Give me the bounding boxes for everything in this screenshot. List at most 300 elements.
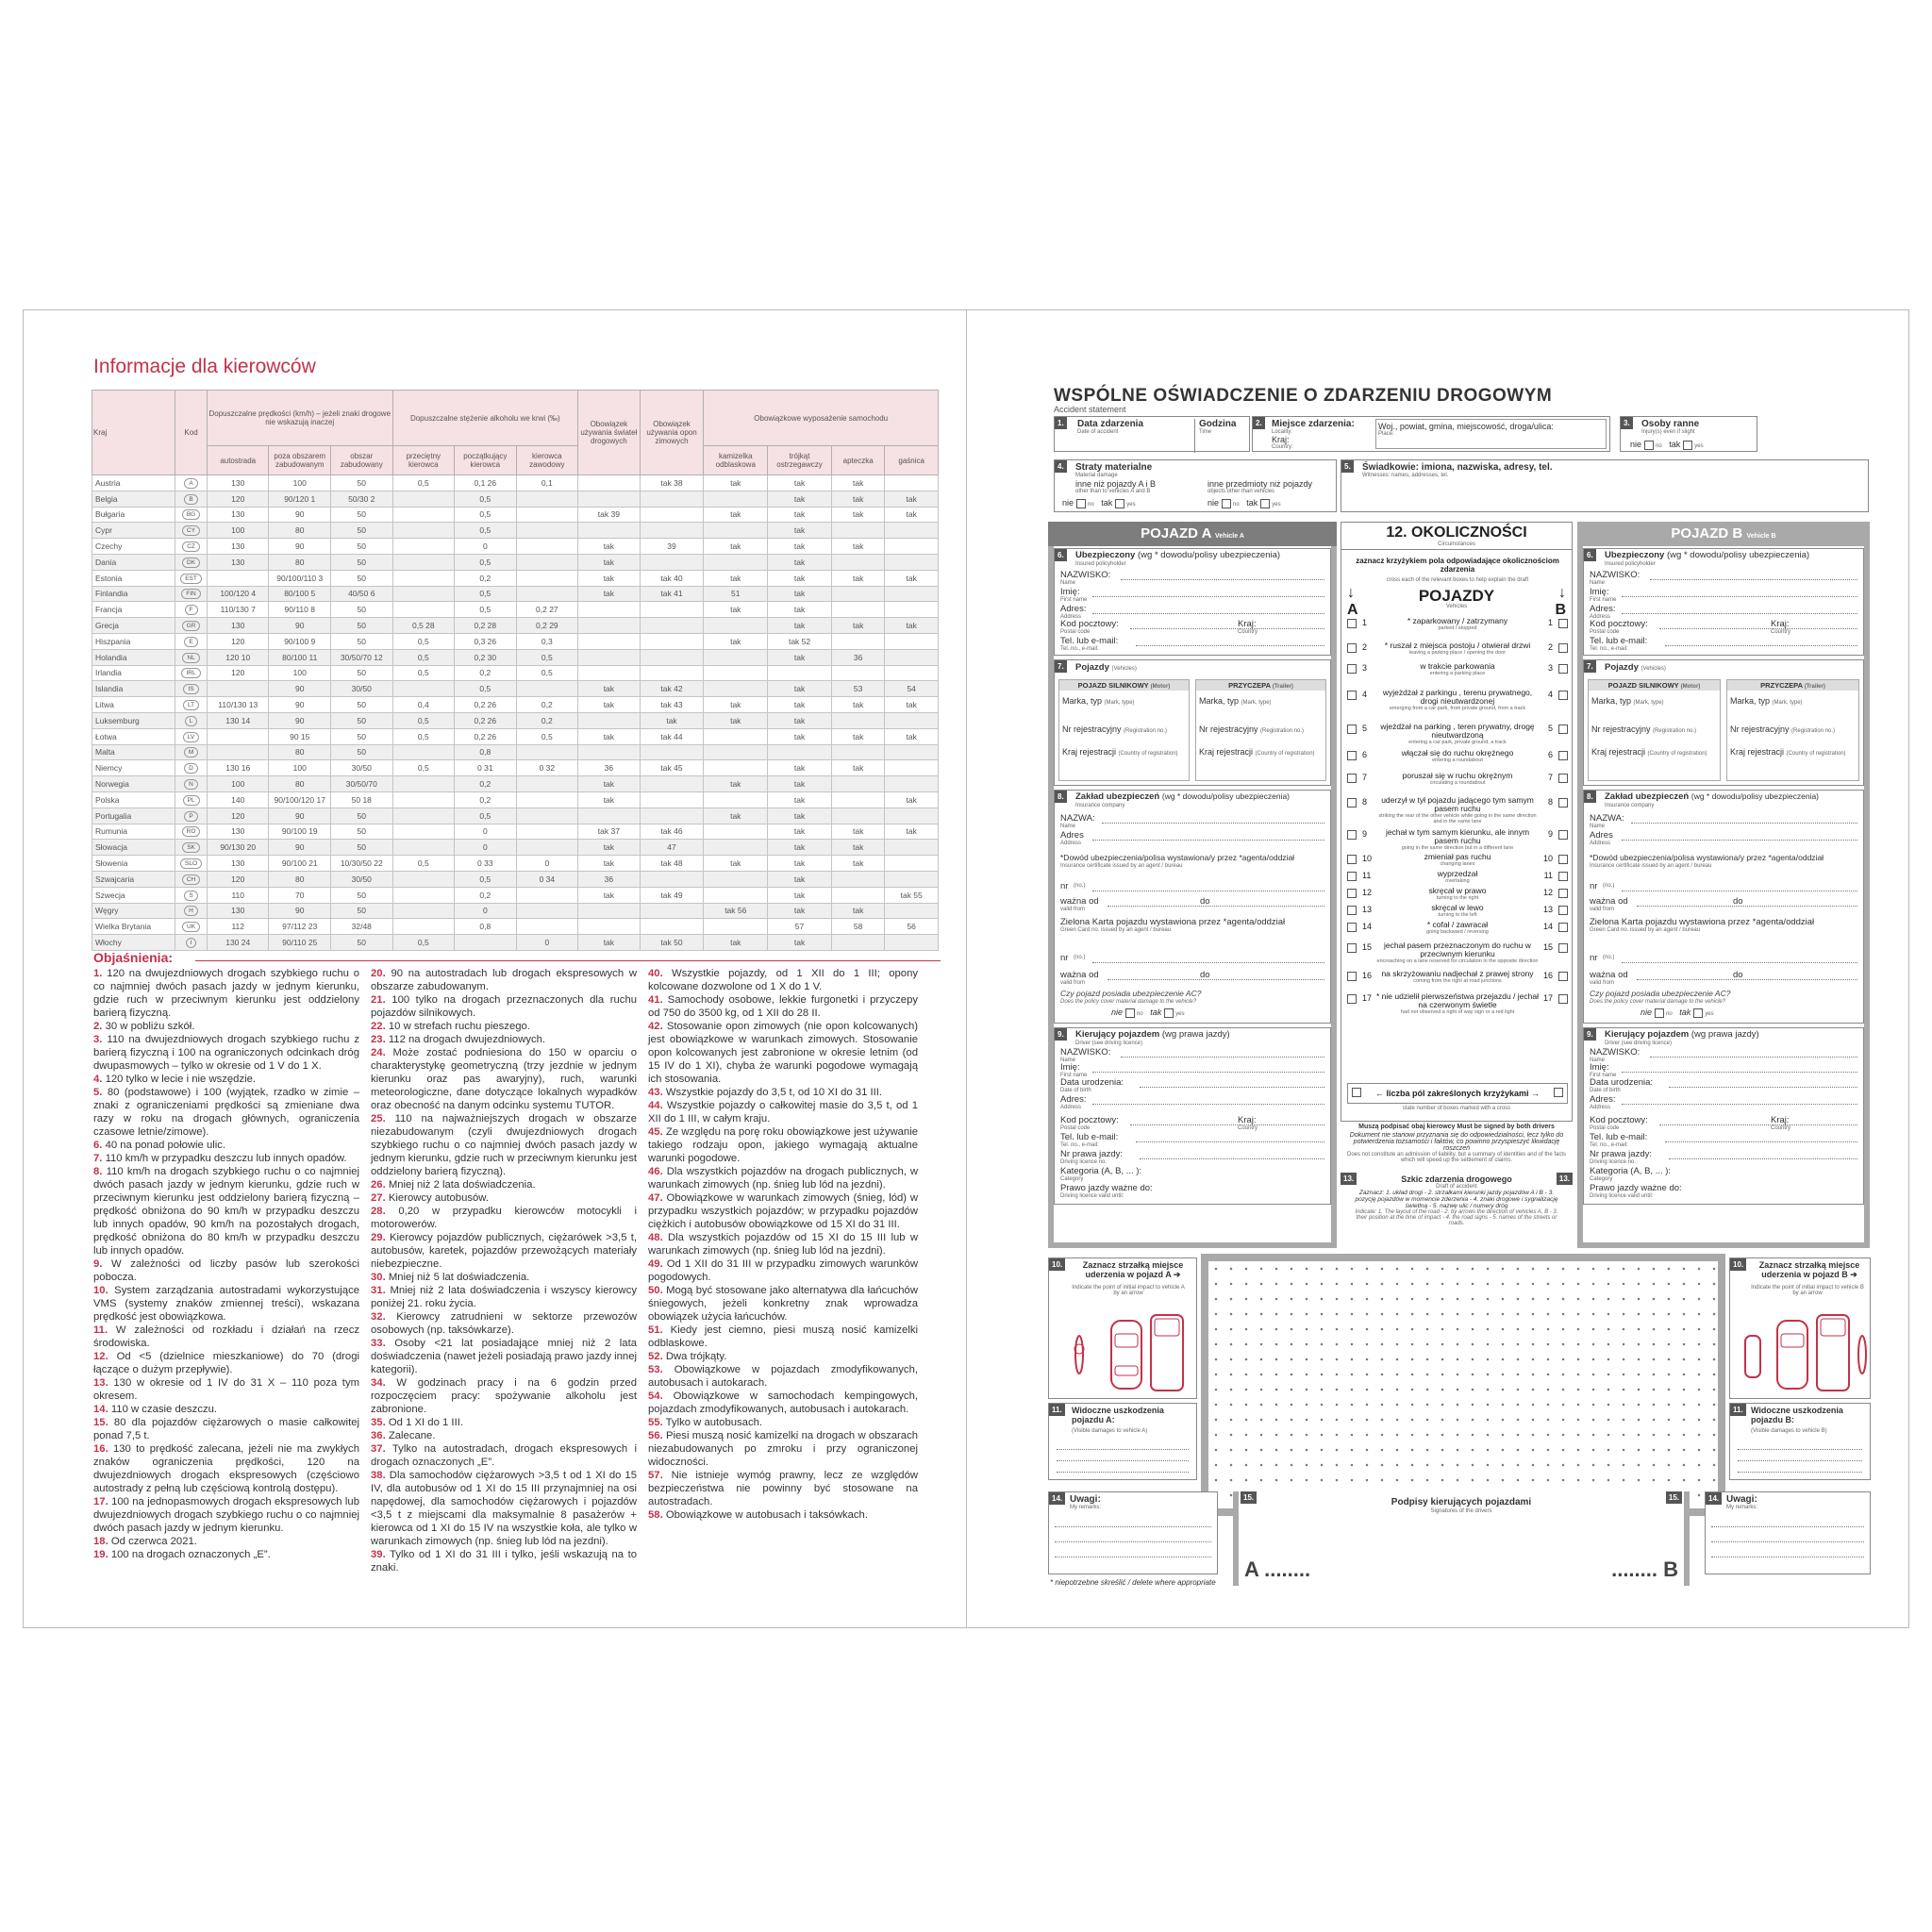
note-number: 31. <box>371 1285 386 1296</box>
circumstance-number-a: 3 <box>1362 663 1368 673</box>
note-text: Dla wszystkich pojazdów na drogach publicznych, w warunkach zimowych (np. śnieg lub lód na jezdni). <box>648 1166 919 1191</box>
value-cell: 50 <box>331 935 393 951</box>
country-cell: Słowenia <box>92 856 175 872</box>
remarks-b[interactable] <box>1705 1491 1871 1574</box>
note-text: Dla wszystkich pojazdów od 15 XI do 15 III lub w warunkach zimowych (np. śnieg lub lód na jezdni). <box>648 1232 918 1257</box>
circumstance-b-checkbox[interactable] <box>1558 923 1568 932</box>
driver-b[interactable] <box>1583 1027 1864 1205</box>
value-cell <box>455 935 517 951</box>
country-cell: Dania <box>92 554 175 570</box>
field-line-label-en: Name <box>1060 824 1076 829</box>
value-cell: tak <box>768 570 832 586</box>
circumstance-b-checkbox[interactable] <box>1558 872 1568 881</box>
reg-country-label: Kraj rejestracji <box>1591 747 1646 757</box>
circumstance-text: * nie udzielił pierwszeństwa przejazdu / jechał na czerwonym świetle <box>1376 991 1539 1009</box>
field-line-label-en: Category <box>1060 1176 1084 1182</box>
circumstance-a-checkbox[interactable] <box>1347 923 1357 932</box>
circumstance-b-checkbox[interactable] <box>1558 643 1568 653</box>
note-text: Tylko od 1 XI do 31 III i tylko, jeśli wskazują na to znaki. <box>371 1549 637 1574</box>
signature-b[interactable]: ........ B <box>1611 1557 1678 1581</box>
circumstance-text-en: circulating a roundabout <box>1429 780 1486 786</box>
value-cell <box>640 554 704 570</box>
value-cell: 0,5 <box>455 586 517 602</box>
field-line-label-en: Tel. no., e-mail: <box>1590 646 1628 652</box>
circumstance-number-b: 17 <box>1542 993 1553 1003</box>
value-cell <box>640 633 704 649</box>
value-cell <box>392 791 455 808</box>
value-cell: 120 <box>207 808 269 824</box>
value-cell: 90/100/110 3 <box>269 570 331 586</box>
value-cell: 110/130 7 <box>207 602 269 618</box>
insurance-company-a[interactable] <box>1054 790 1331 1024</box>
value-cell <box>704 744 768 760</box>
note-number: 49. <box>648 1258 663 1270</box>
circumstance-b-checkbox[interactable] <box>1558 691 1568 700</box>
value-cell <box>831 935 884 951</box>
vehicles-a[interactable] <box>1054 659 1331 786</box>
value-cell: 0,5 <box>392 760 455 776</box>
country-cell: Francja <box>92 602 175 618</box>
field-line-label-en: valid from <box>1060 907 1086 912</box>
circumstance-number-a: 9 <box>1362 829 1368 839</box>
circumstance-a-checkbox[interactable] <box>1347 830 1357 840</box>
value-cell <box>578 523 641 539</box>
table-row <box>92 586 939 602</box>
circumstance-b-checkbox[interactable] <box>1558 798 1568 808</box>
value-cell <box>640 507 704 523</box>
circumstance-b-checkbox[interactable] <box>1558 619 1568 628</box>
circumstance-a-checkbox[interactable] <box>1347 691 1357 700</box>
note-text: Wszystkie pojazdy o całkowitej masie do 3,5 t, od 1 XII do 1 III, w całym kraju. <box>648 1100 918 1124</box>
circumstance-number-a: 1 <box>1362 618 1368 627</box>
header-poza: poza obszarem zabudowanym <box>269 446 331 475</box>
value-cell <box>704 523 768 539</box>
country-code-badge: LV <box>183 732 199 742</box>
insured-policyholder-b[interactable] <box>1583 548 1864 656</box>
value-cell <box>392 744 455 760</box>
table-row <box>92 570 939 586</box>
count-a-box[interactable] <box>1352 1088 1361 1097</box>
country-code-badge: F <box>185 605 198 615</box>
value-cell <box>392 586 455 602</box>
code-cell <box>175 523 208 539</box>
ac-no-checkbox[interactable] <box>1125 1008 1135 1018</box>
circumstance-b-checkbox[interactable] <box>1558 830 1568 840</box>
note-text: Piesi muszą nosić kamizelki na drogach w obszarach niezabudowanych po zmroku i przy ograniczonej widoczności. <box>648 1430 918 1468</box>
note-item <box>93 1020 359 1033</box>
note-item <box>648 993 918 1020</box>
country-code-badge: S <box>184 891 197 901</box>
field-line-label-en: Postal code <box>1060 629 1091 635</box>
note-item <box>371 1310 637 1337</box>
value-cell <box>640 491 704 507</box>
value-cell <box>640 871 704 887</box>
value-cell: tak 45 <box>640 760 704 776</box>
circumstance-a-checkbox[interactable] <box>1347 889 1357 898</box>
note-number: 27. <box>371 1192 386 1204</box>
note-number: 46. <box>648 1166 663 1177</box>
note-number: 40. <box>648 968 663 979</box>
value-cell: 140 <box>207 791 269 808</box>
value-cell <box>516 570 578 586</box>
value-cell <box>578 712 641 728</box>
count-label: liczba pól zakreślonych krzyżykami <box>1386 1089 1529 1098</box>
note-number: 15. <box>93 1417 108 1428</box>
value-cell: 30/50/70 12 <box>331 649 393 665</box>
note-number: 55. <box>648 1417 663 1428</box>
reg-label-en: (Registration no.) <box>1260 728 1305 734</box>
form-subtitle: Accident statement <box>1054 405 1126 414</box>
value-cell: tak <box>704 776 768 792</box>
note-text: Od 1 XII do 31 III w przypadku zimowych warunków pogodowych. <box>648 1258 918 1283</box>
country-cell: Słowacja <box>92 840 175 856</box>
value-cell <box>831 586 884 602</box>
circumstance-b-checkbox[interactable] <box>1558 943 1568 953</box>
circumstance-a-checkbox[interactable] <box>1347 798 1357 808</box>
damage-b-yes-checkbox[interactable] <box>1260 499 1270 508</box>
table-row <box>92 791 939 808</box>
visible-damage-b[interactable] <box>1729 1403 1871 1480</box>
field-line-label: Adres <box>1060 830 1084 841</box>
value-cell <box>704 554 768 570</box>
code-cell <box>175 570 208 586</box>
value-cell: 51 <box>704 586 768 602</box>
value-cell: 58 <box>831 919 884 935</box>
value-cell <box>392 808 455 824</box>
note-text: 120 na dwujezdniowych drogach szybkiego ruchu o co najmniej dwóch pasach jazdy w jednym kierunku, gdzie ruch w przeciwnym kierunku jest oddzielony barierą fizyczną. <box>93 968 360 1019</box>
field-number: 5. <box>1341 460 1354 473</box>
country-code-badge: SK <box>182 842 200 853</box>
country-cell: Czechy <box>92 539 175 555</box>
circumstance-a-checkbox[interactable] <box>1347 906 1357 915</box>
circumstance-a-checkbox[interactable] <box>1347 643 1357 653</box>
until-label: do <box>1200 970 1210 980</box>
value-cell: 0,5 <box>455 871 517 887</box>
note-item <box>648 1231 918 1257</box>
field-number: 10. <box>1730 1258 1746 1271</box>
visible-damage-a[interactable] <box>1048 1403 1197 1480</box>
circumstance-row <box>1341 662 1574 685</box>
note-item <box>371 1442 637 1469</box>
value-cell: 36 <box>578 760 641 776</box>
circumstance-a-checkbox[interactable] <box>1347 751 1357 760</box>
value-cell <box>207 681 269 697</box>
value-cell: 130 <box>207 475 269 491</box>
field-line-label-en: Address <box>1060 1105 1082 1110</box>
injuries-yes-checkbox[interactable] <box>1683 441 1692 450</box>
motor-label: POJAZD SILNIKOWY <box>1077 681 1149 690</box>
header-poczatkujacy: początkujący kierowca <box>455 446 517 475</box>
value-cell: 0,5 <box>455 507 517 523</box>
value-cell <box>392 523 455 539</box>
code-cell <box>175 824 208 840</box>
value-cell <box>640 808 704 824</box>
insurance-company-b[interactable] <box>1583 790 1864 1024</box>
value-cell: 90/120 1 <box>269 491 331 507</box>
signatures-box[interactable] <box>1233 1491 1690 1586</box>
value-cell: 90 <box>269 618 331 634</box>
circumstances-instruction-en: cross each of the relevant boxes to help explain the draft <box>1386 577 1529 583</box>
circumstance-text-en: entering a roundabout <box>1432 758 1483 763</box>
note-number: 22. <box>371 1021 386 1032</box>
note-text: Zalecane. <box>388 1430 436 1441</box>
value-cell <box>704 840 768 856</box>
country-cell: Bułgaria <box>92 507 175 523</box>
damage-option-1: inne niż pojazdy A i B <box>1075 479 1157 489</box>
circumstance-text: * ruszał z miejsca postoju / otwierał drzwi <box>1384 641 1531 650</box>
value-cell: 32/48 <box>331 919 393 935</box>
circumstance-a-checkbox[interactable] <box>1347 774 1357 783</box>
field-line-label-en: Postal code <box>1590 1125 1620 1131</box>
field-line-label-en: Driving licence valid until: <box>1590 1193 1654 1199</box>
country-cell: Szwecja <box>92 887 175 903</box>
field-label-en: Locality: <box>1272 429 1293 435</box>
field-line-label-en: Date of birth <box>1060 1088 1091 1093</box>
reg-label-en: (Registration no.) <box>1124 728 1168 734</box>
count-label-en: state number of boxes marked with a cross <box>1402 1106 1511 1111</box>
table-row <box>92 523 939 539</box>
country-cell: Cypr <box>92 523 175 539</box>
circumstance-number-b: 16 <box>1542 971 1553 980</box>
circumstance-a-checkbox[interactable] <box>1347 664 1357 674</box>
insured-policyholder-a[interactable] <box>1054 548 1331 656</box>
note-number: 32. <box>371 1311 386 1323</box>
field-label: Kierujący pojazdem <box>1605 1029 1690 1040</box>
note-item <box>648 1469 918 1508</box>
sketch-title-en: Draft of accident <box>1436 1184 1477 1190</box>
ac-yes-checkbox[interactable] <box>1164 1008 1174 1018</box>
field-location[interactable] <box>1252 416 1610 452</box>
value-cell: 0,5 <box>455 681 517 697</box>
value-cell: tak <box>578 681 641 697</box>
remarks-a[interactable] <box>1048 1491 1218 1574</box>
circumstance-a-checkbox[interactable] <box>1347 972 1357 981</box>
value-cell: tak <box>768 887 832 903</box>
note-number: 24. <box>371 1047 386 1058</box>
value-cell: 0,2 27 <box>516 602 578 618</box>
code-cell <box>175 554 208 570</box>
signature-a[interactable]: A ........ <box>1244 1557 1311 1581</box>
damage-a-no-checkbox[interactable] <box>1076 499 1086 508</box>
field-number: 15. <box>1241 1491 1257 1504</box>
ac-question: Czy pojazd posiada ubezpieczenie AC? <box>1060 989 1202 998</box>
value-cell: 50 <box>331 507 393 523</box>
country-code-badge: A <box>184 478 197 489</box>
field-material-damage[interactable] <box>1054 459 1337 512</box>
field-line-label-en: Address <box>1060 841 1082 846</box>
circumstance-b-checkbox[interactable] <box>1558 855 1568 864</box>
page-title: Informacje dla kierowców <box>93 356 316 377</box>
value-cell: tak <box>578 840 641 856</box>
injuries-no-checkbox[interactable] <box>1644 441 1654 450</box>
country-code-badge: PL <box>183 795 200 806</box>
field-line-label: NAZWISKO: <box>1060 1047 1111 1058</box>
circumstance-number-b: 11 <box>1543 871 1553 880</box>
country-label: Kraj: <box>1238 1115 1257 1125</box>
circumstance-a-checkbox[interactable] <box>1347 994 1357 1004</box>
circumstance-a-checkbox[interactable] <box>1347 943 1357 953</box>
value-cell <box>516 491 578 507</box>
field-number: 13. <box>1341 1173 1357 1185</box>
circumstance-text: wyjeżdżał z parkingu , terenu prywatnego, drogi nieutwardzonej <box>1382 688 1533 706</box>
reg-label-en: (Registration no.) <box>1791 728 1836 734</box>
circumstance-b-checkbox[interactable] <box>1558 774 1568 783</box>
value-cell <box>640 791 704 808</box>
trailer-label: PRZYCZEPA <box>1760 681 1803 690</box>
field-line-label: Imię: <box>1590 1062 1609 1073</box>
circumstance-b-checkbox[interactable] <box>1558 889 1568 898</box>
note-number: 21. <box>371 994 386 1006</box>
field-label: Pojazdy <box>1605 662 1639 673</box>
value-cell <box>516 840 578 856</box>
note-number: 56. <box>648 1430 663 1441</box>
circumstance-b-checkbox[interactable] <box>1558 972 1568 981</box>
circumstance-number-b: 3 <box>1547 663 1553 673</box>
impact-point-b[interactable] <box>1729 1257 1871 1399</box>
value-cell <box>392 491 455 507</box>
field-number: 2. <box>1253 417 1265 429</box>
value-cell: 90/130 20 <box>207 840 269 856</box>
table-row <box>92 728 939 744</box>
field-line-label: Adres: <box>1590 1094 1616 1105</box>
value-cell: 90/110 8 <box>269 602 331 618</box>
note-item <box>648 1165 918 1191</box>
header-kamizelka: kamizelka odblaskowa <box>704 446 768 475</box>
circumstance-b-checkbox[interactable] <box>1558 664 1568 674</box>
field-label: Osoby ranne <box>1641 419 1700 429</box>
value-cell: 50 <box>331 887 393 903</box>
value-cell: 0,2 <box>455 570 517 586</box>
damage-b-no-checkbox[interactable] <box>1222 499 1231 508</box>
value-cell <box>885 840 939 856</box>
field-number: 8. <box>1584 791 1596 803</box>
value-cell: tak <box>768 554 832 570</box>
value-cell: 0,2 <box>516 712 578 728</box>
value-cell <box>516 919 578 935</box>
trailer-label-en: (Trailer) <box>1804 684 1825 690</box>
circumstance-b-checkbox[interactable] <box>1558 994 1568 1004</box>
field-number: 12. <box>1386 525 1407 541</box>
field-number-b: 13. <box>1557 1173 1573 1185</box>
field-witnesses[interactable] <box>1341 459 1869 512</box>
value-cell: tak 44 <box>640 728 704 744</box>
note-number: 44. <box>648 1100 663 1111</box>
circumstance-b-checkbox[interactable] <box>1558 906 1568 915</box>
value-cell: 0,5 <box>392 856 455 872</box>
note-text: Mniej niż 2 lata doświadczenia i wszyscy kierowcy poniżej 21. roku życia. <box>371 1285 637 1309</box>
country-cell: Niemcy <box>92 760 175 776</box>
note-number: 3. <box>93 1034 103 1045</box>
note-number: 29. <box>371 1232 386 1243</box>
note-item <box>371 1376 637 1416</box>
country-cell: Łotwa <box>92 728 175 744</box>
value-cell <box>516 887 578 903</box>
circumstance-text-en: had not observed a right of way sign or a red light <box>1400 1009 1515 1015</box>
table-row <box>92 903 939 919</box>
value-cell: tak 52 <box>768 633 832 649</box>
country-label: Kraj: <box>1272 435 1290 444</box>
circumstance-number-b: 6 <box>1547 750 1553 759</box>
field-line-label: Adres <box>1590 830 1613 841</box>
value-cell: 0,5 <box>392 649 455 665</box>
table-row <box>92 935 939 951</box>
value-cell: tak <box>768 728 832 744</box>
note-item <box>93 967 359 1020</box>
value-cell: tak <box>704 570 768 586</box>
sign-note: Muszą podpisać obaj kierowcy <box>1358 1124 1456 1130</box>
circumstance-b-checkbox[interactable] <box>1558 751 1568 760</box>
notes-column-3 <box>648 967 918 1522</box>
circumstance-a-checkbox[interactable] <box>1347 855 1357 864</box>
value-cell: 130 16 <box>207 760 269 776</box>
value-cell <box>640 776 704 792</box>
table-row <box>92 507 939 523</box>
value-cell: 0,5 <box>392 712 455 728</box>
damage-a-yes-checkbox[interactable] <box>1115 499 1124 508</box>
header-equipment: Obowiązkowe wyposażenie samochodu <box>704 391 939 446</box>
value-cell <box>392 824 455 840</box>
value-cell: tak <box>578 697 641 713</box>
note-number: 53. <box>648 1364 663 1375</box>
ac-yes-checkbox[interactable] <box>1693 1008 1703 1018</box>
no-label: nie <box>1062 498 1074 508</box>
circumstance-a-checkbox[interactable] <box>1347 872 1357 881</box>
circumstance-number-b: 9 <box>1547 829 1553 839</box>
value-cell <box>885 935 939 951</box>
field-line-label-en: Driving licence no. <box>1590 1159 1637 1165</box>
value-cell <box>392 903 455 919</box>
field-date-of-accident[interactable] <box>1054 416 1250 452</box>
circumstance-a-checkbox[interactable] <box>1347 724 1357 734</box>
value-cell <box>516 744 578 760</box>
reg-country-label-en: (Country of registration) <box>1647 751 1707 757</box>
sketch-area[interactable] <box>1201 1254 1725 1516</box>
field-line-label-en: Address <box>1590 614 1611 620</box>
count-b-box[interactable] <box>1554 1088 1563 1097</box>
field-sketch-header <box>1341 1173 1573 1254</box>
value-cell: 56 <box>885 919 939 935</box>
driver-a[interactable] <box>1054 1027 1331 1205</box>
circumstance-b-checkbox[interactable] <box>1558 724 1568 734</box>
value-cell: tak <box>578 539 641 555</box>
field-line-label-en: Name <box>1590 824 1606 829</box>
circumstance-number-b: 12 <box>1542 888 1553 897</box>
make-label: Marka, typ <box>1199 696 1240 706</box>
circumstance-text-en: overtaking <box>1445 878 1470 884</box>
no-label: nie <box>1630 440 1642 449</box>
impact-point-a[interactable] <box>1048 1257 1197 1399</box>
table-row <box>92 824 939 840</box>
field-line-label: Prawo jazdy ważne do: <box>1060 1183 1153 1193</box>
circumstance-a-checkbox[interactable] <box>1347 619 1357 628</box>
field-number: 10. <box>1049 1258 1065 1271</box>
value-cell: tak <box>768 824 832 840</box>
vehicles-b[interactable] <box>1583 659 1864 786</box>
value-cell: 50 <box>331 539 393 555</box>
ac-no-checkbox[interactable] <box>1655 1008 1664 1018</box>
field-line-label: Tel. lub e-mail: <box>1060 636 1119 646</box>
value-cell: 90/100 19 <box>269 824 331 840</box>
until-label: do <box>1733 970 1743 980</box>
field-injuries[interactable] <box>1620 416 1757 452</box>
trailer-label: PRZYCZEPA <box>1228 681 1271 690</box>
field-line-label-en: Postal code <box>1590 629 1620 635</box>
value-cell: tak <box>704 712 768 728</box>
note-text: Mniej niż 5 lat doświadczenia. <box>388 1272 530 1283</box>
field-number: 14. <box>1706 1492 1722 1505</box>
value-cell <box>640 744 704 760</box>
country-cell: Malta <box>92 744 175 760</box>
